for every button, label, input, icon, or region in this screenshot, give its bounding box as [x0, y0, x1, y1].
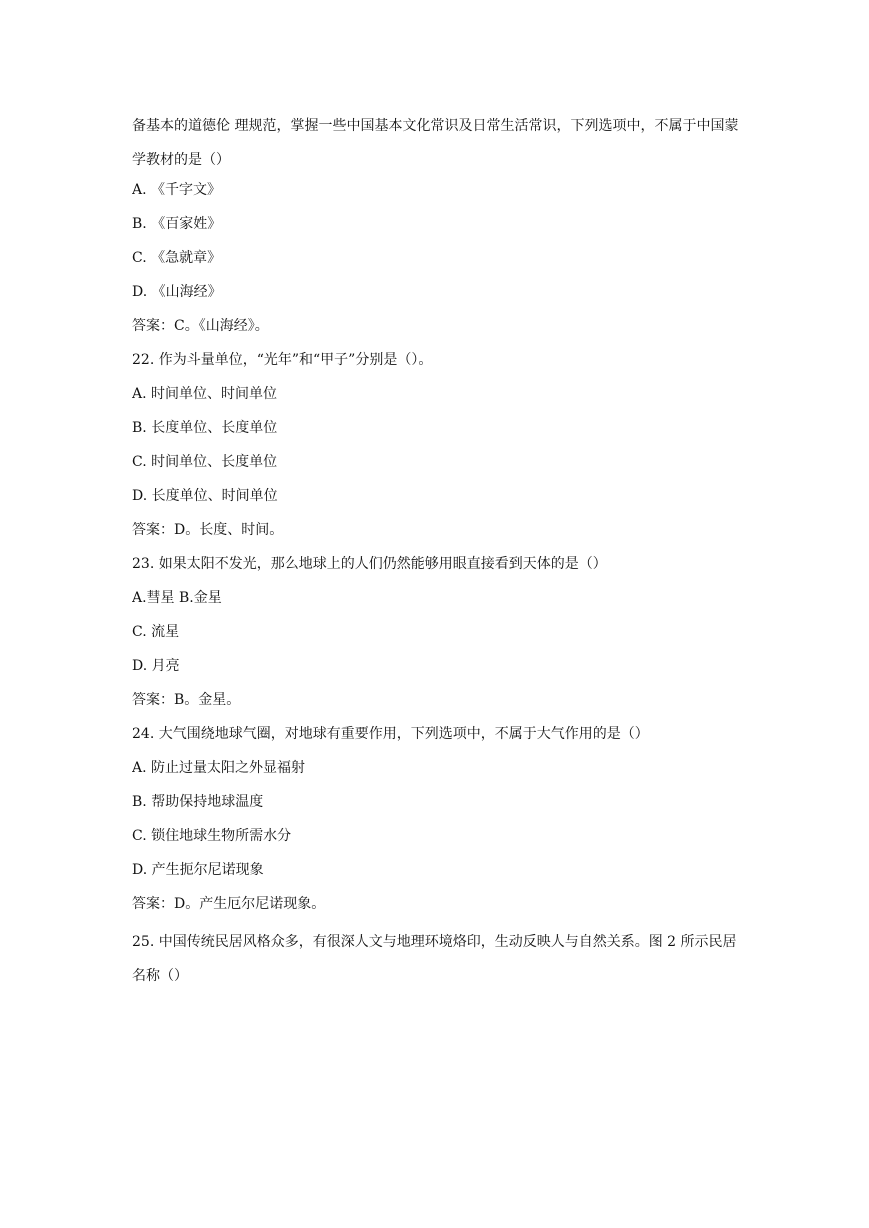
q22-stem: 22. 作为斗量单位，“光年”和“甲子”分别是（）。: [132, 352, 433, 368]
q21-option-c: C. 《急就章》: [132, 250, 222, 266]
q24-answer: 答案：D。产生厄尔尼诺现象。: [132, 896, 326, 912]
q23-option-ab: A.彗星 B.金星: [132, 590, 222, 606]
q24-option-b: B. 帮助保持地球温度: [132, 794, 264, 810]
q22-option-d: D. 长度单位、时间单位: [132, 488, 278, 504]
q24-stem: 24. 大气围绕地球气圈，对地球有重要作用，下列选项中，不属于大气作用的是（）: [132, 726, 649, 742]
q23-answer: 答案：B。金星。: [132, 692, 241, 708]
q25-stem: 25. 中国传统民居风格众多，有很深人文与地理环境烙印，生动反映人与自然关系。图 2 所示民居名称（）: [132, 934, 737, 984]
q22-option-a: A. 时间单位、时间单位: [132, 386, 278, 402]
q23-option-c: C. 流星: [132, 624, 180, 640]
q22-answer: 答案：D。长度、时间。: [132, 522, 284, 538]
q21-option-a: A. 《千字文》: [132, 182, 222, 198]
q22-option-c: C. 时间单位、长度单位: [132, 454, 278, 470]
q24-option-c: C. 锁住地球生物所需水分: [132, 828, 292, 844]
q21-option-d: D. 《山海经》: [132, 284, 222, 300]
q21-option-b: B. 《百家姓》: [132, 216, 222, 232]
q24-option-d: D. 产生扼尔尼诺现象: [132, 862, 264, 878]
intro-paragraph: 备基本的道德伦 理规范，掌握一些中国基本文化常识及日常生活常识，下列选项中，不属于中国蒙学教材的是（）: [132, 118, 739, 168]
q22-option-b: B. 长度单位、长度单位: [132, 420, 278, 436]
q24-option-a: A. 防止过量太阳之外显福射: [132, 760, 306, 776]
q23-option-d: D. 月亮: [132, 658, 180, 674]
document-body: [132, 109, 744, 993]
q21-answer: 答案：C。《山海经》。: [132, 318, 269, 334]
q23-stem: 23. 如果太阳不发光，那么地球上的人们仍然能够用眼直接看到天体的是（）: [132, 556, 607, 572]
